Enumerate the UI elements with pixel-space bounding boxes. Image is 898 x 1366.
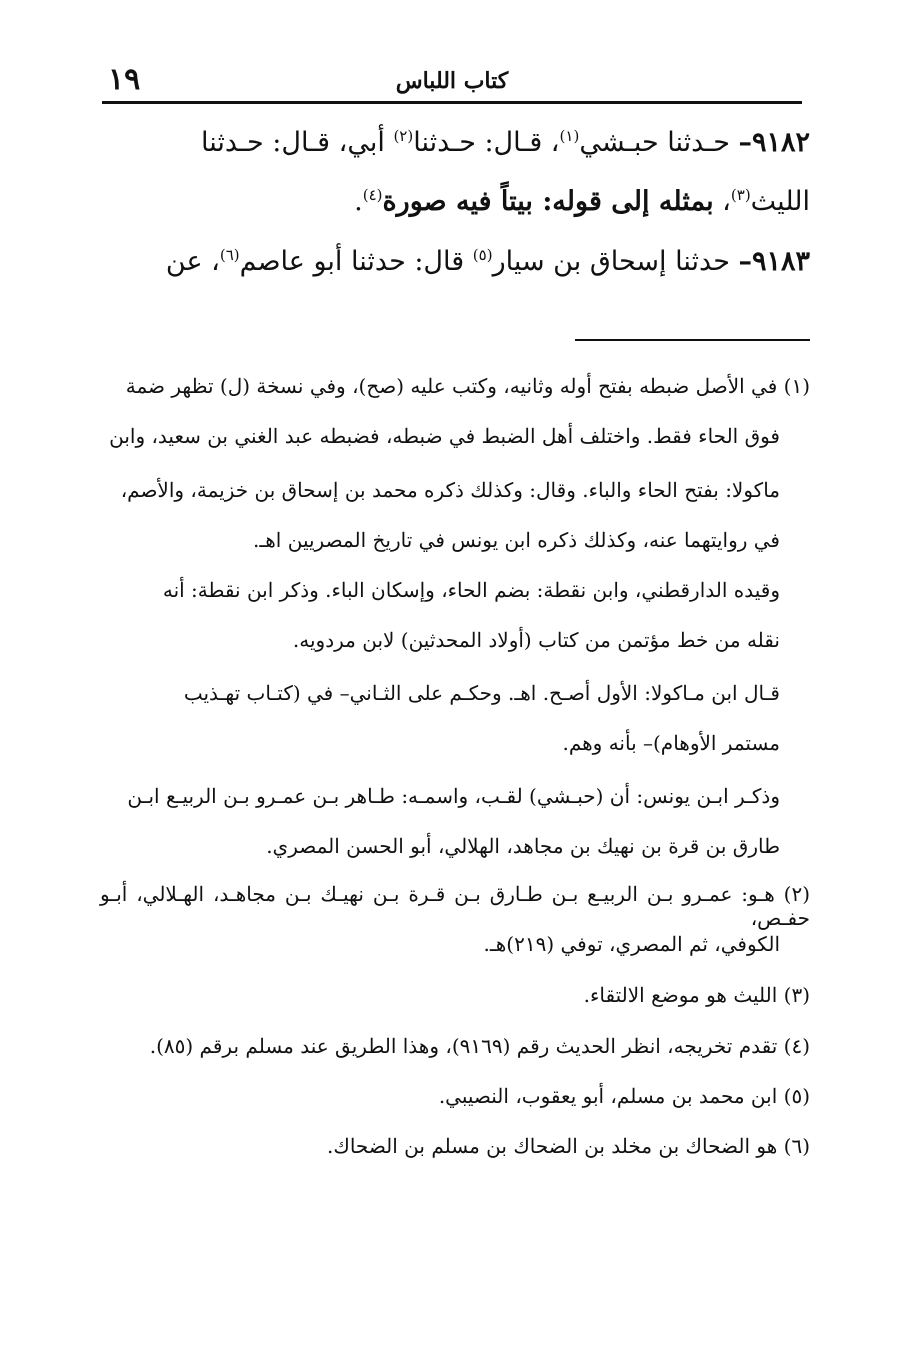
page-header <box>102 60 802 104</box>
hadith-text: ، قـال: حـدثنا <box>413 127 560 158</box>
footnote-1-line: (١) في الأصل ضبطه بفتح أوله وثانيه، وكتب عليه (صح)، وفي نسخة (ل) تظهر ضمة <box>125 374 810 398</box>
footnote-1-line: مستمر الأوهام)– بأنه وهم. <box>562 731 780 755</box>
footnote-1-line: فوق الحاء فقط. واختلف أهل الضبط في ضبطه، فضبطه عبد الغني بن سعيد، وابن <box>109 424 780 448</box>
footnote-separator <box>575 339 810 341</box>
footnote-2-line: (٢) هـو: عمـرو بـن الربيـع بـن طـارق بـن قـرة بـن نهيـك بـن مجاهـد، الهـلالي، أبـو حفـص، <box>100 882 810 930</box>
hadith-text: حدثنا إسحاق بن سيار <box>492 246 739 277</box>
footnote-3: (٣) الليث هو موضع الالتقاء. <box>583 983 810 1007</box>
footnote-1-line: وقيده الدارقطني، وابن نقطة: بضم الحاء، وإسكان الباء. وذكر ابن نقطة: أنه <box>162 578 780 602</box>
hadith-9183 <box>100 247 810 277</box>
hadith-9182-line-2 <box>100 187 810 217</box>
hadith-text: أبي، قـال: حـدثنا <box>201 127 394 158</box>
footnote-2-line: الكوفي، ثم المصري، توفي (٢١٩)هـ. <box>483 932 780 956</box>
footnote-ref: (٥) <box>472 246 493 264</box>
hadith-text: ، <box>713 186 731 217</box>
hadith-text: الليث <box>750 186 810 217</box>
hadith-number: ٩١٨٢– <box>738 127 810 158</box>
header-rule <box>102 101 802 104</box>
footnote-1-line: ماكولا: بفتح الحاء والباء. وقال: وكذلك ذكره محمد بن إسحاق بن خزيمة، والأصم، <box>120 478 780 502</box>
footnote-ref: (٦) <box>219 246 240 264</box>
footnote-ref: (٤) <box>362 186 383 204</box>
hadith-9182-line-1 <box>100 128 810 158</box>
hadith-text: ، عن <box>165 246 220 277</box>
book-title: كتاب اللباس <box>395 68 509 94</box>
page-number: ١٩ <box>108 62 141 97</box>
hadith-text: . <box>354 186 363 217</box>
footnote-4: (٤) تقدم تخريجه، انظر الحديث رقم (٩١٦٩)، وهذا الطريق عند مسلم برقم (٨٥). <box>149 1034 810 1058</box>
footnote-ref: (٣) <box>730 186 751 204</box>
footnote-ref: (١) <box>559 127 580 145</box>
hadith-text: قال: حدثنا أبو عاصم <box>239 246 473 277</box>
footnote-6: (٦) هو الضحاك بن مخلد بن الضحاك بن مسلم بن الضحاك. <box>326 1134 810 1158</box>
footnote-ref: (٢) <box>393 127 414 145</box>
footnote-1-line: في روايتهما عنه، وكذلك ذكره ابن يونس في تاريخ المصريين اهـ. <box>253 528 780 552</box>
footnote-5: (٥) ابن محمد بن مسلم، أبو يعقوب، النصيبي. <box>438 1084 810 1108</box>
hadith-number: ٩١٨٣– <box>738 246 810 277</box>
footnote-1-line: طارق بن قرة بن نهيك بن مجاهد، الهلالي، أبو الحسن المصري. <box>266 834 780 858</box>
footnote-1-line: نقله من خط مؤتمن من كتاب (أولاد المحدثين) لابن مردويه. <box>292 628 780 652</box>
hadith-bold-text: بمثله إلى قوله: بيتاً فيه صورة <box>382 186 714 217</box>
footnote-1-line: وذكـر ابـن يونس: أن (حبـشي) لقـب، واسمـه: طـاهر بـن عمـرو بـن الربيـع ابـن <box>127 784 780 808</box>
hadith-text: حـدثنا حبـشي <box>579 127 739 158</box>
footnote-1-line: قـال ابن مـاكولا: الأول أصـح. اهـ. وحكـم على الثـاني– في (كتـاب تهـذيب <box>183 681 780 705</box>
